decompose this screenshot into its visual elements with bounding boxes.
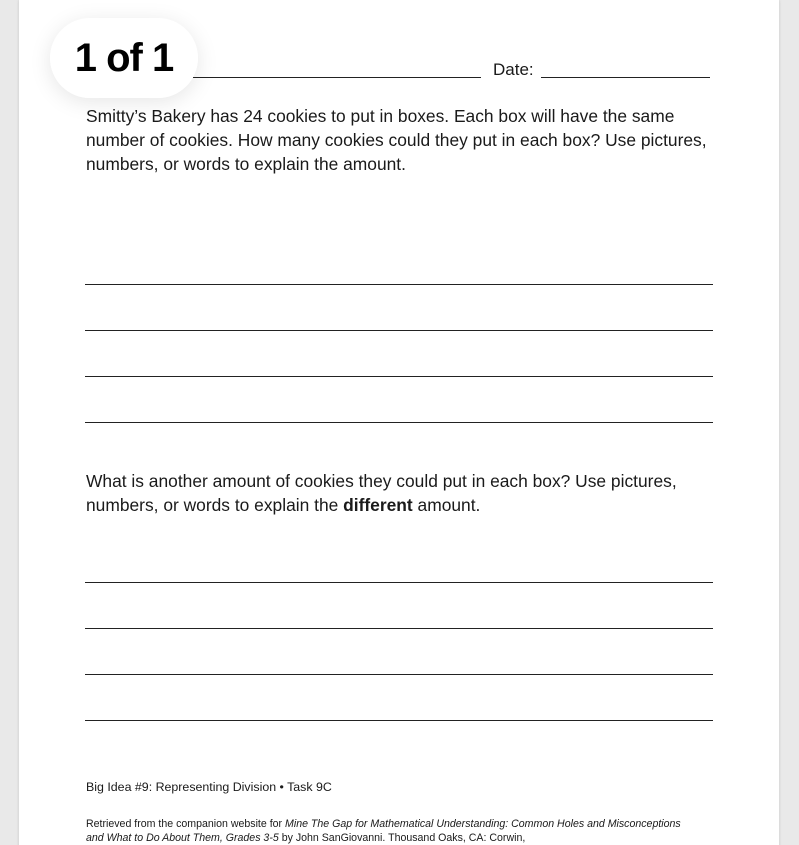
credit-prefix: Retrieved from the companion website for [86,818,286,830]
answer-line [85,582,713,583]
question-2-text: What is another amount of cookies they could put in each box? Use pictures, numbers, or words to explain the [86,471,677,515]
date-blank-line [541,77,710,78]
answer-line [85,422,713,423]
answer-line [85,674,713,675]
answer-line [85,330,713,331]
answer-line [85,720,713,721]
name-blank-line [193,77,481,78]
question-2-emphasis: different [343,495,413,515]
worksheet-page [19,0,779,845]
page-indicator: 1 of 1 [50,18,198,98]
answer-line [85,628,713,629]
question-2-text-end: amount. [412,495,481,515]
credit-book-title: Mine The Gap for Mathematical Understanding: Common Holes and Misconceptions and What to Do About Them, Grades 3-5 [86,818,681,844]
footer-task-title: Big Idea #9: Representing Division • Task 9C [86,780,332,794]
question-1: Smitty’s Bakery has 24 cookies to put in boxes. Each box will have the same number of cookies. How many cookies could they put in each box? Use pictures, numbers, or words to explain the amount. [86,106,707,174]
date-label: Date: [493,60,534,79]
answer-line [85,284,713,285]
answer-line [85,376,713,377]
footer-credit [86,817,686,845]
question-2 [86,469,726,517]
credit-suffix: by John SanGiovanni. Thousand Oaks, CA: Corwin, [278,832,526,844]
